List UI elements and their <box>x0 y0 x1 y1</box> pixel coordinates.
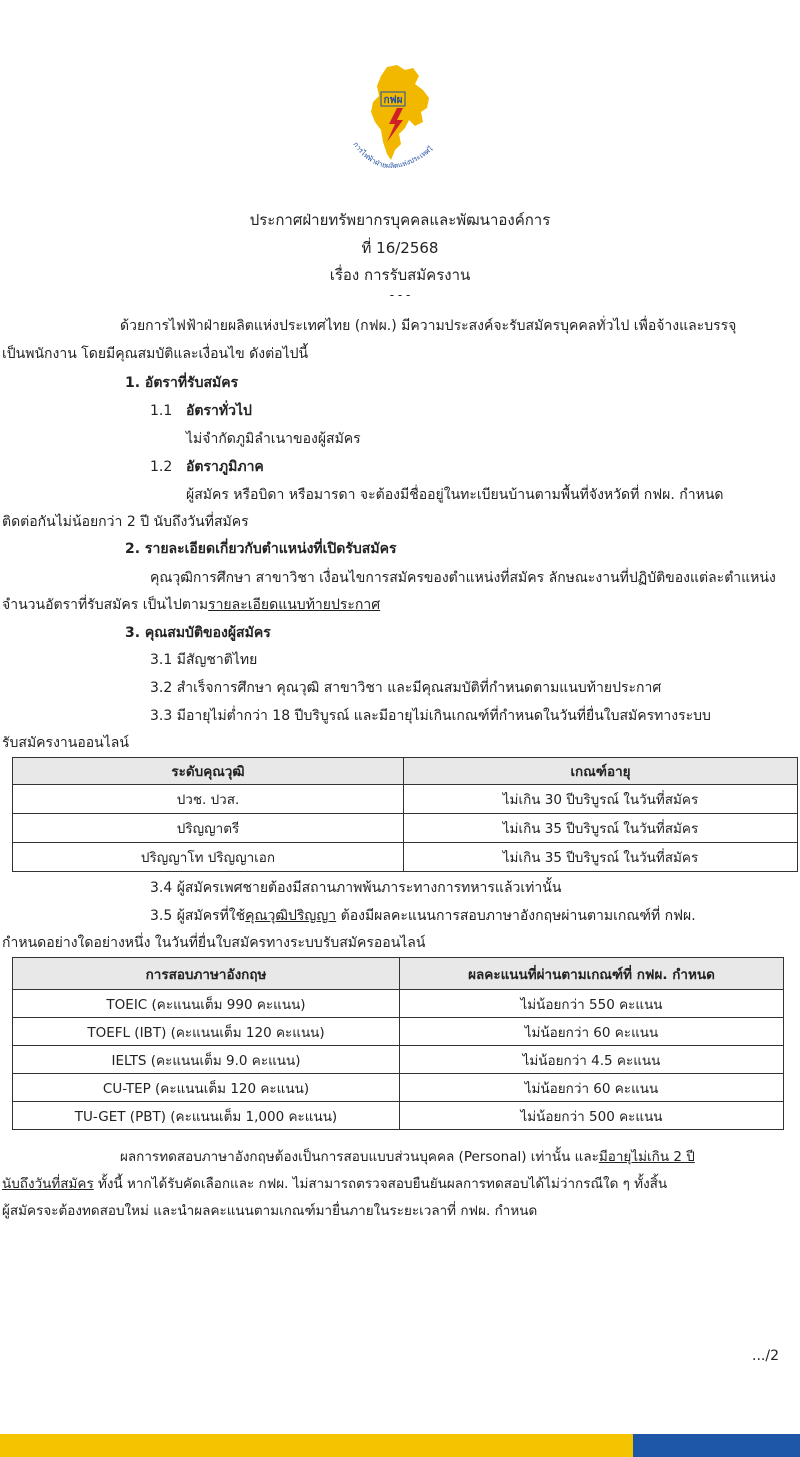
table-row <box>13 785 798 814</box>
table-cell: ไม่น้อยกว่า 60 คะแนน <box>400 1018 784 1046</box>
section-3-2: 3.2 สำเร็จการศึกษา คุณวุฒิ สาขาวิชา และมีคุณสมบัติที่กำหนดตามแนบท้ายประกาศ <box>150 680 662 696</box>
footer-yellow-bar <box>0 1434 633 1457</box>
announcement-number: ที่ 16/2568 <box>361 239 439 257</box>
section-3-3-line-2: รับสมัครงานออนไลน์ <box>2 735 129 751</box>
logo-arc-text: การไฟฟ้าฝ่ายผลิตแห่งประเทศไ <box>351 140 435 171</box>
egat-logo <box>335 62 460 182</box>
table-cell: ไม่น้อยกว่า 4.5 คะแนน <box>400 1046 784 1074</box>
table-cell: ไม่น้อยกว่า 550 คะแนน <box>400 990 784 1018</box>
note-line-1: ผลการทดสอบภาษาอังกฤษต้องเป็นการสอบแบบส่วนบุคคล (Personal) เท่านั้น และมีอายุไม่เกิน 2 ปี <box>120 1149 695 1165</box>
announcement-subject: เรื่อง การรับสมัครงาน <box>329 266 471 284</box>
section-2-heading: 2. รายละเอียดเกี่ยวกับตำแหน่งที่เปิดรับสมัคร <box>125 541 397 557</box>
table-header-row <box>13 958 784 990</box>
table-cell: ไม่น้อยกว่า 500 คะแนน <box>400 1102 784 1130</box>
section-3-heading: 3. คุณสมบัติของผู้สมัคร <box>125 625 271 641</box>
table-cell: ไม่น้อยกว่า 60 คะแนน <box>400 1074 784 1102</box>
section-2-line-2: จำนวนอัตราที่รับสมัคร เป็นไปตามรายละเอียดแนบท้ายประกาศ <box>2 597 381 613</box>
table-row <box>13 843 798 872</box>
table-cell: TOEFL (IBT) (คะแนนเต็ม 120 คะแนน) <box>13 1018 400 1046</box>
count-to-date-text: นับถึงวันที่สมัคร <box>2 1176 94 1192</box>
table-row <box>13 1074 784 1102</box>
intro-line-2: เป็นพนักงาน โดยมีคุณสมบัติและเงื่อนไข ดังต่อไปนี้ <box>2 346 309 362</box>
table-cell: ไม่เกิน 30 ปีบริบูรณ์ ในวันที่สมัคร <box>404 785 798 814</box>
section-1-1-text: ไม่จำกัดภูมิลำเนาของผู้สมัคร <box>186 431 361 447</box>
table-cell: CU-TEP (คะแนนเต็ม 120 คะแนน) <box>13 1074 400 1102</box>
header-divider: - - - <box>389 288 411 302</box>
degree-qualification-text: คุณวุฒิปริญญา <box>245 908 337 924</box>
section-3-4: 3.4 ผู้สมัครเพศชายต้องมีสถานภาพพ้นภาระทางการทหารแล้วเท่านั้น <box>150 880 562 896</box>
eng-table-header-test: การสอบภาษาอังกฤษ <box>13 958 400 990</box>
english-test-table <box>12 957 784 1130</box>
age-table-header-age: เกณฑ์อายุ <box>404 758 798 785</box>
table-row <box>13 814 798 843</box>
table-cell: ปริญญาตรี <box>13 814 404 843</box>
intro-line-1: ด้วยการไฟฟ้าฝ่ายผลิตแห่งประเทศไทย (กฟผ.) มีความประสงค์จะรับสมัครบุคคลทั่วไป เพื่อจ้างและบรรจุ <box>120 318 737 334</box>
section-2-line-1: คุณวุฒิการศึกษา สาขาวิชา เงื่อนไขการสมัครของตำแหน่งที่สมัคร ลักษณะงานที่ปฏิบัติของแต่ละตำแหน่ง <box>150 570 776 586</box>
table-row <box>13 1102 784 1130</box>
eng-table-header-score: ผลคะแนนที่ผ่านตามเกณฑ์ที่ กฟผ. กำหนด <box>400 958 784 990</box>
table-cell: ปริญญาโท ปริญญาเอก <box>13 843 404 872</box>
section-3-3-line-1: 3.3 มีอายุไม่ต่ำกว่า 18 ปีบริบูรณ์ และมีอายุไม่เกินเกณฑ์ที่กำหนดในวันที่ยื่นใบสมัครทางระบบ <box>150 708 711 724</box>
section-3-1: 3.1 มีสัญชาติไทย <box>150 652 258 668</box>
table-row <box>13 1046 784 1074</box>
validity-text: มีอายุไม่เกิน 2 ปี <box>598 1149 695 1165</box>
section-1-2-title: อัตราภูมิภาค <box>186 459 264 475</box>
table-header-row <box>13 758 798 785</box>
section-1-2-line-2: ติดต่อกันไม่น้อยกว่า 2 ปี นับถึงวันที่สมัคร <box>2 514 249 530</box>
section-1-heading: 1. อัตราที่รับสมัคร <box>125 375 239 391</box>
table-cell: ไม่เกิน 35 ปีบริบูรณ์ ในวันที่สมัคร <box>404 814 798 843</box>
table-cell: TOEIC (คะแนนเต็ม 990 คะแนน) <box>13 990 400 1018</box>
table-cell: TU-GET (PBT) (คะแนนเต็ม 1,000 คะแนน) <box>13 1102 400 1130</box>
note-line-2: นับถึงวันที่สมัคร ทั้งนี้ หากได้รับคัดเลือกและ กฟผ. ไม่สามารถตรวจสอบยืนยันผลการทดสอบได้ไม่ว่ากรณีใด ๆ ทั้งสิ้น <box>2 1176 668 1192</box>
note-line-3: ผู้สมัครจะต้องทดสอบใหม่ และนำผลคะแนนตามเกณฑ์มายื่นภายในระยะเวลาที่ กฟผ. กำหนด <box>2 1203 538 1219</box>
section-3-5-line-2: กำหนดอย่างใดอย่างหนึ่ง ในวันที่ยื่นใบสมัครทางระบบรับสมัครออนไลน์ <box>2 935 426 951</box>
logo-emblem-text: กฟผ <box>383 95 403 106</box>
table-row <box>13 990 784 1018</box>
page-continuation-marker: .../2 <box>752 1348 779 1364</box>
table-cell: IELTS (คะแนนเต็ม 9.0 คะแนน) <box>13 1046 400 1074</box>
age-table-header-qualification: ระดับคุณวุฒิ <box>13 758 404 785</box>
attachment-details-text: รายละเอียดแนบท้ายประกาศ <box>208 597 381 613</box>
section-1-2-line-1: ผู้สมัคร หรือบิดา หรือมารดา จะต้องมีชื่ออยู่ในทะเบียนบ้านตามพื้นที่จังหวัดที่ กฟผ. กำหนด <box>186 487 724 503</box>
section-3-5-line-1: 3.5 ผู้สมัครที่ใช้คุณวุฒิปริญญา ต้องมีผลคะแนนการสอบภาษาอังกฤษผ่านตามเกณฑ์ที่ กฟผ. <box>150 908 696 924</box>
table-cell: ปวช. ปวส. <box>13 785 404 814</box>
table-row <box>13 1018 784 1046</box>
section-1-1-title: อัตราทั่วไป <box>186 403 252 419</box>
section-1-1-number: 1.1 <box>150 403 173 419</box>
announcement-title: ประกาศฝ่ายทรัพยากรบุคคลและพัฒนาองค์การ <box>249 211 551 229</box>
table-cell: ไม่เกิน 35 ปีบริบูรณ์ ในวันที่สมัคร <box>404 843 798 872</box>
age-criteria-table <box>12 757 798 872</box>
footer-blue-bar <box>633 1434 800 1457</box>
section-1-2-number: 1.2 <box>150 459 173 475</box>
